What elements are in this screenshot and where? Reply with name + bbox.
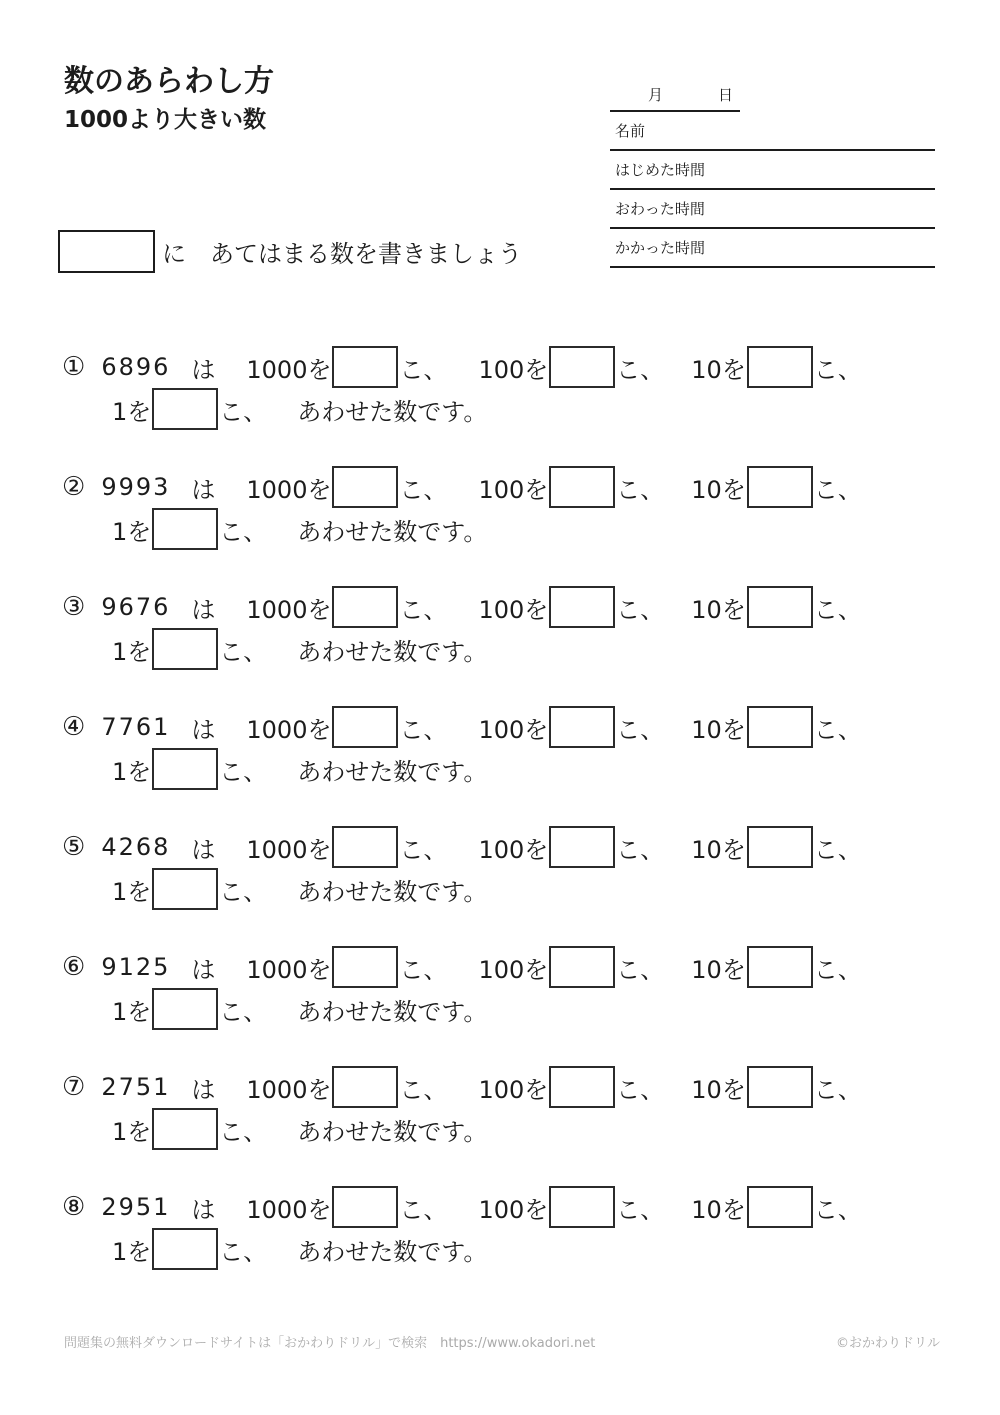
day-label: 日 — [718, 85, 734, 104]
tens-answer-box[interactable] — [747, 466, 813, 508]
counter-text: こ、 — [616, 835, 665, 864]
info-form — [610, 78, 935, 268]
problem-row — [62, 346, 942, 430]
problem-number: ⑦ — [62, 1072, 86, 1102]
thousands-answer-box[interactable] — [332, 346, 398, 388]
problem-row — [62, 586, 942, 670]
problem-value: 2751 — [101, 1073, 171, 1101]
counter-text: こ、 — [219, 517, 268, 546]
footer-copyright: ©おかわりドリル — [835, 1336, 940, 1351]
problem-number: ① — [62, 352, 86, 382]
problem-ending: あわせた数です。 — [297, 997, 488, 1026]
hundreds-answer-box[interactable] — [549, 946, 615, 988]
counter-text: こ、 — [813, 715, 862, 744]
thousands-answer-box[interactable] — [332, 946, 398, 988]
problem-ending: あわせた数です。 — [297, 397, 488, 426]
title-block — [64, 64, 274, 135]
counter-text: こ、 — [219, 397, 268, 426]
instruction-text: に あてはまる数を書きましょう — [162, 239, 522, 268]
thousands-label: 1000を — [246, 1195, 332, 1224]
particle-wa: は — [191, 355, 216, 384]
counter-text: こ、 — [219, 1117, 268, 1146]
tens-label: 10を — [691, 595, 746, 624]
problem-ending: あわせた数です。 — [297, 1237, 488, 1266]
thousands-answer-box[interactable] — [332, 466, 398, 508]
end-time-label: おわった時間 — [615, 200, 705, 218]
tens-label: 10を — [691, 835, 746, 864]
tens-label: 10を — [691, 1075, 746, 1104]
counter-text: こ、 — [399, 475, 448, 504]
problem-row — [62, 946, 942, 1030]
ones-label: 1を — [112, 517, 152, 546]
month-input-area[interactable] — [663, 78, 670, 110]
date-row — [610, 78, 740, 112]
problem-value: 7761 — [101, 713, 171, 741]
problem-number: ⑥ — [62, 952, 86, 982]
hundreds-answer-box[interactable] — [549, 586, 615, 628]
name-input-area[interactable] — [645, 112, 935, 149]
instruction-line — [58, 229, 522, 273]
tens-label: 10を — [691, 475, 746, 504]
ones-answer-box[interactable] — [152, 1228, 218, 1270]
tens-answer-box[interactable] — [747, 586, 813, 628]
counter-text: こ、 — [399, 595, 448, 624]
problem-row — [62, 1066, 942, 1150]
ones-answer-box[interactable] — [152, 508, 218, 550]
counter-text: こ、 — [399, 955, 448, 984]
elapsed-time-label: かかった時間 — [615, 239, 706, 257]
page-footer — [64, 1332, 940, 1351]
problem-row — [62, 826, 942, 910]
hundreds-label: 100を — [478, 1075, 549, 1104]
counter-text: こ、 — [616, 355, 665, 384]
problem-ending: あわせた数です。 — [297, 1117, 488, 1146]
thousands-answer-box[interactable] — [332, 586, 398, 628]
ones-label: 1を — [112, 757, 152, 786]
counter-text: こ、 — [399, 1075, 448, 1104]
problem-ending: あわせた数です。 — [297, 757, 488, 786]
start-time-input-area[interactable] — [705, 151, 935, 188]
name-row — [610, 112, 935, 151]
tens-answer-box[interactable] — [747, 946, 813, 988]
ones-answer-box[interactable] — [152, 388, 218, 430]
start-time-label: はじめた時間 — [615, 161, 706, 179]
problem-value: 9676 — [101, 593, 171, 621]
counter-text: こ、 — [616, 715, 665, 744]
counter-text: こ、 — [813, 595, 862, 624]
thousands-label: 1000を — [246, 1075, 332, 1104]
counter-text: こ、 — [219, 757, 268, 786]
ones-label: 1を — [112, 637, 152, 666]
problem-number: ③ — [62, 592, 86, 622]
counter-text: こ、 — [813, 955, 862, 984]
tens-label: 10を — [691, 715, 746, 744]
hundreds-answer-box[interactable] — [549, 1066, 615, 1108]
problem-number: ④ — [62, 712, 86, 742]
counter-text: こ、 — [399, 715, 448, 744]
hundreds-label: 100を — [478, 955, 549, 984]
elapsed-time-input-area[interactable] — [705, 229, 935, 266]
counter-text: こ、 — [813, 355, 862, 384]
hundreds-label: 100を — [478, 715, 549, 744]
problem-number: ⑧ — [62, 1192, 86, 1222]
hundreds-answer-box[interactable] — [549, 826, 615, 868]
problem-number: ⑤ — [62, 832, 86, 862]
name-label: 名前 — [615, 122, 646, 140]
counter-text: こ、 — [813, 1195, 862, 1224]
particle-wa: は — [191, 1075, 216, 1104]
problem-ending: あわせた数です。 — [297, 877, 488, 906]
month-label: 月 — [648, 85, 664, 104]
ones-label: 1を — [112, 877, 152, 906]
counter-text: こ、 — [616, 475, 665, 504]
tens-label: 10を — [691, 355, 746, 384]
thousands-label: 1000を — [246, 475, 332, 504]
ones-label: 1を — [112, 1237, 152, 1266]
start-time-row — [610, 151, 935, 190]
counter-text: こ、 — [219, 637, 268, 666]
problem-ending: あわせた数です。 — [297, 517, 488, 546]
ones-answer-box[interactable] — [152, 988, 218, 1030]
problem-value: 2951 — [101, 1193, 171, 1221]
particle-wa: は — [191, 475, 216, 504]
problem-ending: あわせた数です。 — [297, 637, 488, 666]
counter-text: こ、 — [813, 1075, 862, 1104]
page-subtitle: 1000より大きい数 — [64, 107, 267, 133]
tens-answer-box[interactable] — [747, 706, 813, 748]
problem-value: 9125 — [101, 953, 171, 981]
thousands-label: 1000を — [246, 715, 332, 744]
problem-value: 4268 — [101, 833, 171, 861]
counter-text: こ、 — [616, 1195, 665, 1224]
thousands-answer-box[interactable] — [332, 706, 398, 748]
hundreds-answer-box[interactable] — [549, 706, 615, 748]
thousands-answer-box[interactable] — [332, 826, 398, 868]
problem-row — [62, 1186, 942, 1270]
hundreds-label: 100を — [478, 475, 549, 504]
counter-text: こ、 — [616, 955, 665, 984]
thousands-label: 1000を — [246, 955, 332, 984]
problem-row — [62, 706, 942, 790]
tens-answer-box[interactable] — [747, 1066, 813, 1108]
thousands-answer-box[interactable] — [332, 1066, 398, 1108]
example-answer-box — [58, 230, 155, 273]
problem-value: 9993 — [101, 473, 171, 501]
counter-text: こ、 — [219, 877, 268, 906]
hundreds-label: 100を — [478, 835, 549, 864]
tens-answer-box[interactable] — [747, 1186, 813, 1228]
ones-label: 1を — [112, 397, 152, 426]
thousands-answer-box[interactable] — [332, 1186, 398, 1228]
problem-number: ② — [62, 472, 86, 502]
hundreds-label: 100を — [478, 1195, 549, 1224]
tens-label: 10を — [691, 1195, 746, 1224]
particle-wa: は — [191, 595, 216, 624]
counter-text: こ、 — [399, 1195, 448, 1224]
particle-wa: は — [191, 955, 216, 984]
ones-answer-box[interactable] — [152, 1108, 218, 1150]
counter-text: こ、 — [616, 1075, 665, 1104]
thousands-label: 1000を — [246, 355, 332, 384]
counter-text: こ、 — [813, 475, 862, 504]
hundreds-label: 100を — [478, 355, 549, 384]
counter-text: こ、 — [219, 997, 268, 1026]
footer-site-text: 問題集の無料ダウンロードサイトは「おかわりドリル」で検索 https://www.okadori.net — [64, 1336, 596, 1351]
counter-text: こ、 — [813, 835, 862, 864]
ones-label: 1を — [112, 997, 152, 1026]
tens-answer-box[interactable] — [747, 346, 813, 388]
ones-label: 1を — [112, 1117, 152, 1146]
tens-label: 10を — [691, 955, 746, 984]
hundreds-label: 100を — [478, 595, 549, 624]
ones-answer-box[interactable] — [152, 748, 218, 790]
particle-wa: は — [191, 715, 216, 744]
problem-row — [62, 466, 942, 550]
counter-text: こ、 — [616, 595, 665, 624]
counter-text: こ、 — [399, 835, 448, 864]
problems-list — [62, 346, 942, 1306]
ones-answer-box[interactable] — [152, 628, 218, 670]
hundreds-answer-box[interactable] — [549, 346, 615, 388]
end-time-input-area[interactable] — [705, 190, 935, 227]
hundreds-answer-box[interactable] — [549, 1186, 615, 1228]
particle-wa: は — [191, 835, 216, 864]
day-input-area[interactable] — [733, 78, 740, 110]
problem-value: 6896 — [101, 353, 171, 381]
thousands-label: 1000を — [246, 595, 332, 624]
ones-answer-box[interactable] — [152, 868, 218, 910]
thousands-label: 1000を — [246, 835, 332, 864]
counter-text: こ、 — [219, 1237, 268, 1266]
end-time-row — [610, 190, 935, 229]
elapsed-time-row — [610, 229, 935, 268]
particle-wa: は — [191, 1195, 216, 1224]
hundreds-answer-box[interactable] — [549, 466, 615, 508]
page-title: 数のあらわし方 — [64, 64, 274, 99]
tens-answer-box[interactable] — [747, 826, 813, 868]
counter-text: こ、 — [399, 355, 448, 384]
